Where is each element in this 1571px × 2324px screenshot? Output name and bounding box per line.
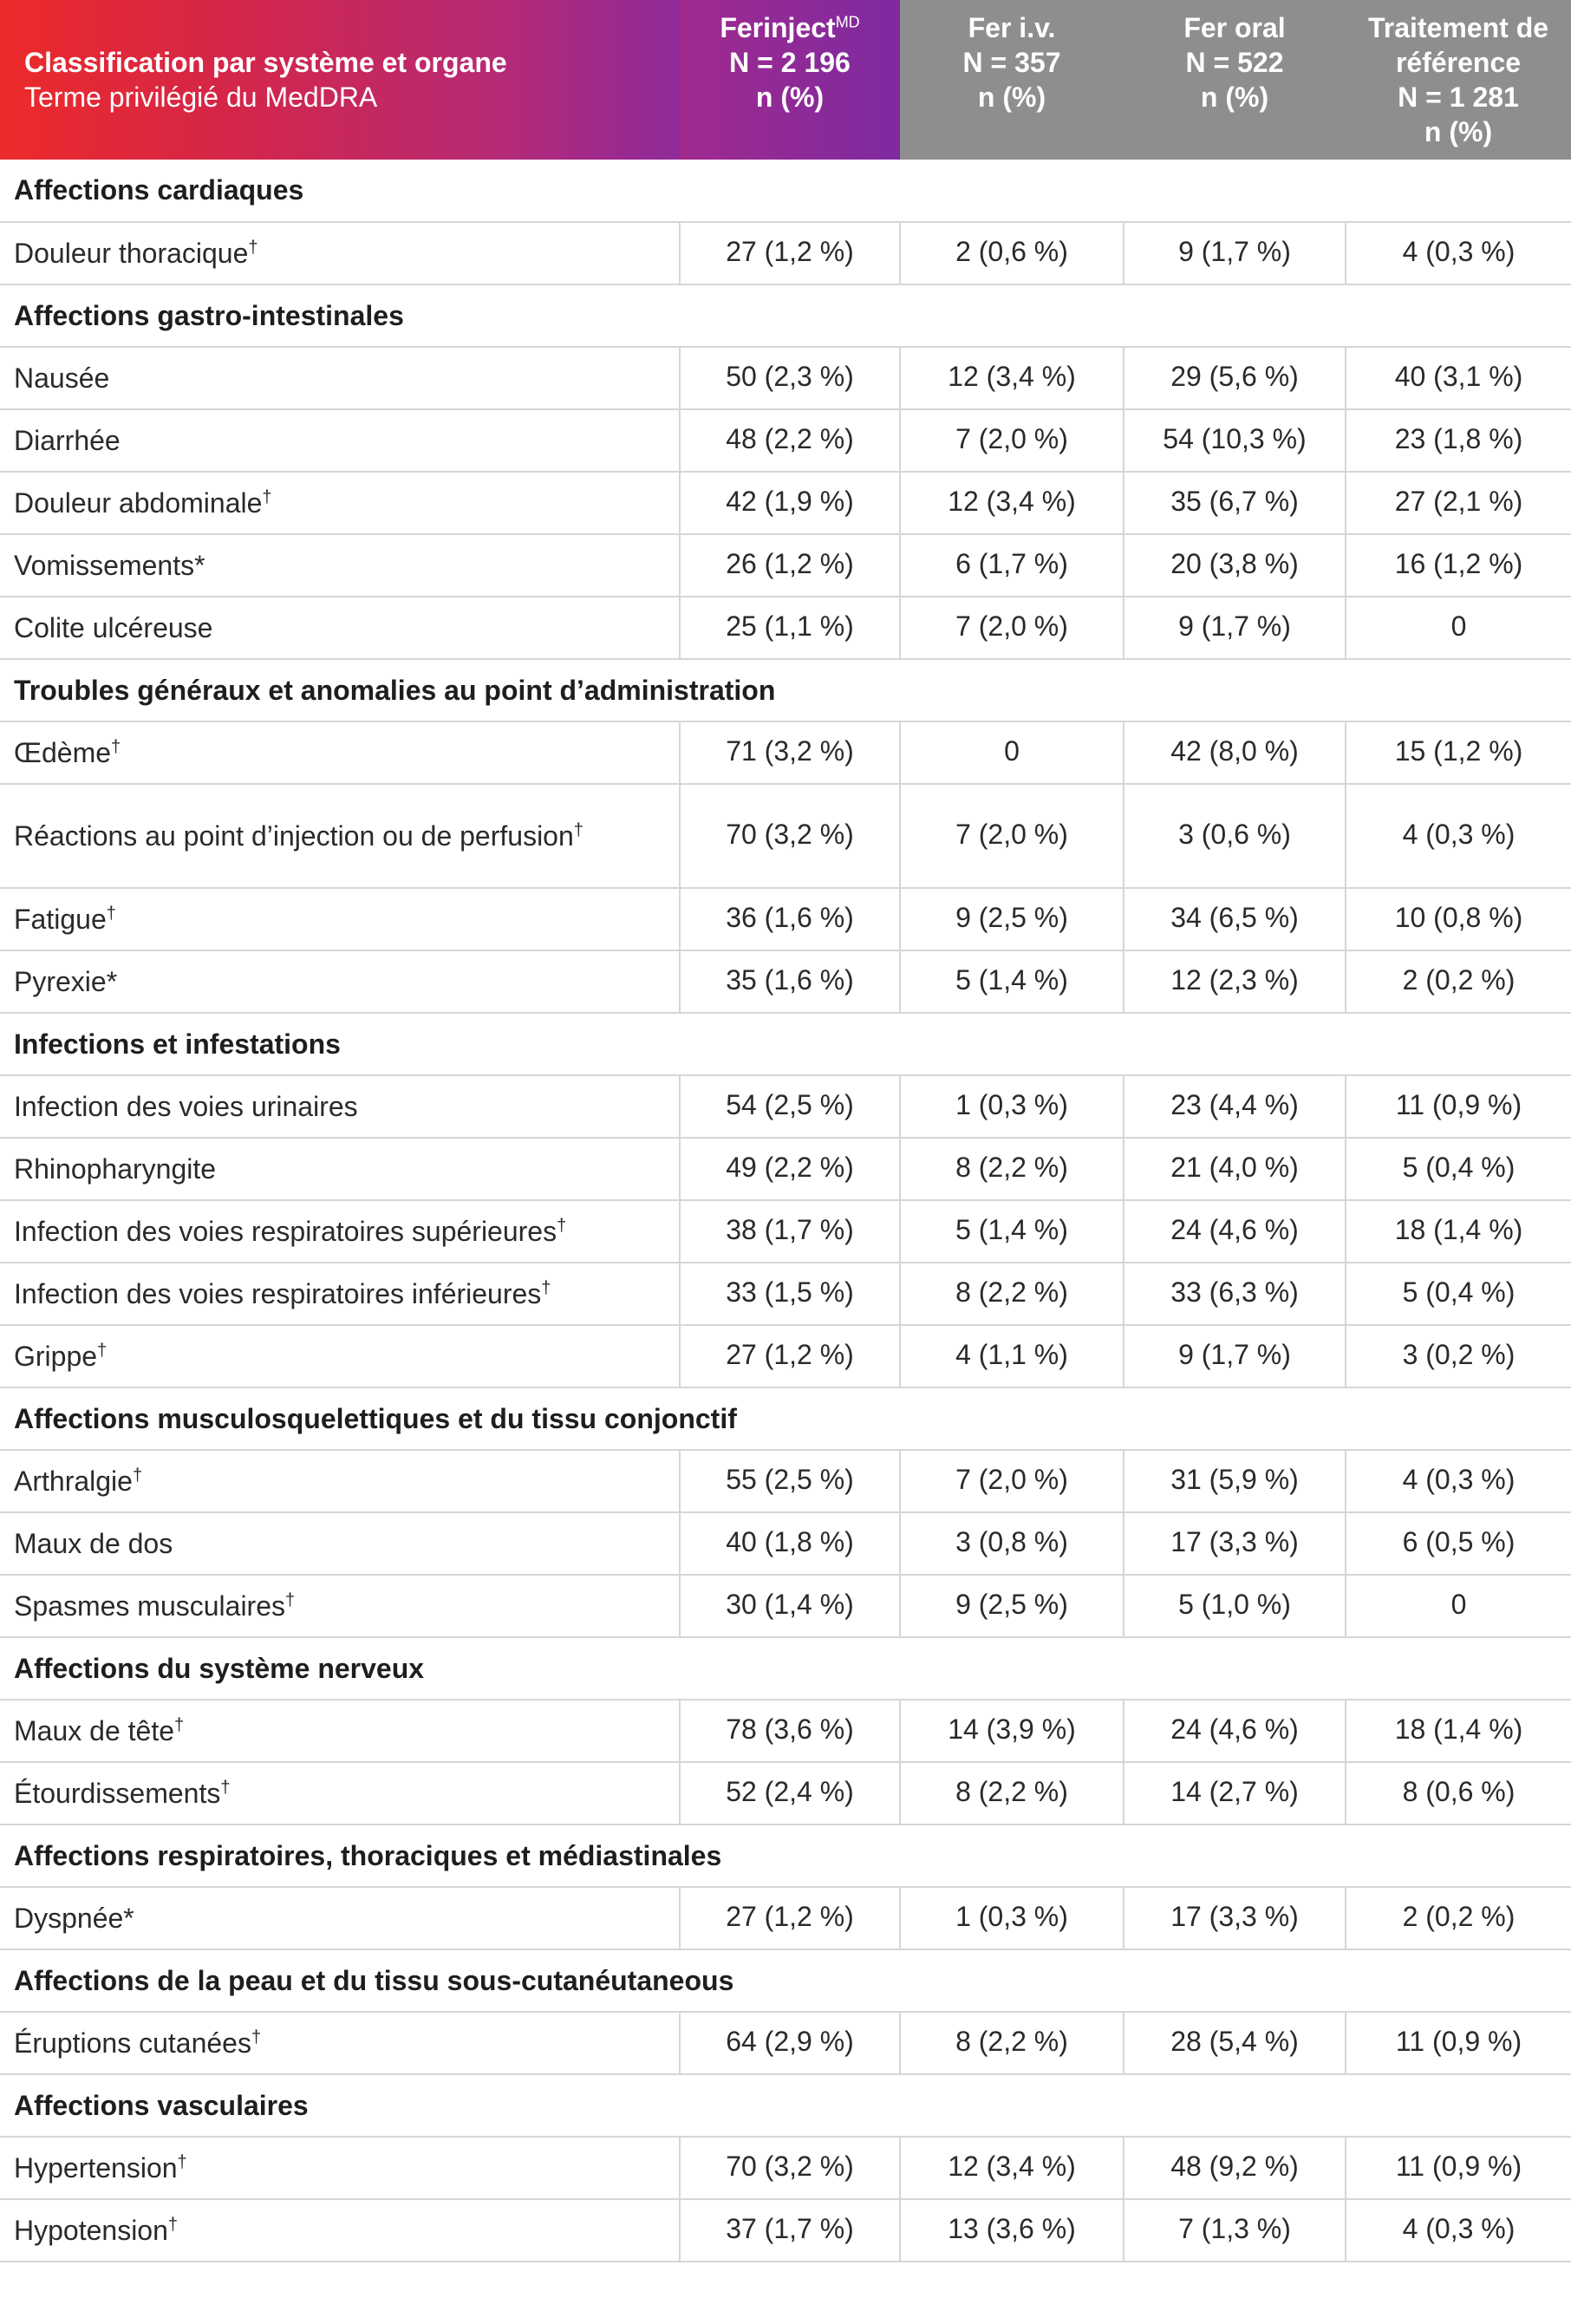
header-ferinject-sup: MD bbox=[835, 13, 860, 31]
term-cell bbox=[0, 1075, 680, 1138]
footnote-mark: † bbox=[220, 1778, 231, 1798]
term-cell bbox=[0, 222, 680, 284]
table-row bbox=[0, 1450, 1571, 1512]
footnote-mark: † bbox=[132, 1466, 143, 1485]
value-cell: 4 (0,3 %) bbox=[1346, 1450, 1571, 1512]
category-label: Affections de la peau et du tissu sous-cutanéutaneous bbox=[0, 1949, 1571, 2012]
footnote-mark: † bbox=[106, 904, 116, 924]
header-ferinject-name: Ferinject bbox=[720, 12, 836, 43]
header-classification-title: Classification par système et organe bbox=[24, 47, 507, 78]
value-cell: 0 bbox=[900, 721, 1124, 784]
value-cell: 12 (3,4 %) bbox=[900, 2137, 1124, 2199]
header-fer-iv-n: N = 357 bbox=[962, 47, 1061, 78]
header-fer-oral-unit: n (%) bbox=[1200, 82, 1269, 113]
term-cell bbox=[0, 950, 680, 1013]
table-row bbox=[0, 1263, 1571, 1325]
value-cell: 4 (0,3 %) bbox=[1346, 784, 1571, 888]
footnote-mark: † bbox=[167, 2215, 179, 2235]
term-label: Spasmes musculaires bbox=[14, 1590, 285, 1622]
category-row bbox=[0, 1825, 1571, 1887]
header-ferinject-n: N = 2 196 bbox=[729, 47, 851, 78]
table-row bbox=[0, 1762, 1571, 1825]
value-cell: 12 (2,3 %) bbox=[1124, 950, 1346, 1013]
value-cell: 0 bbox=[1346, 597, 1571, 659]
value-cell: 2 (0,2 %) bbox=[1346, 1887, 1571, 1949]
term-label: Colite ulcéreuse bbox=[14, 612, 213, 643]
term-cell bbox=[0, 472, 680, 534]
value-cell: 8 (2,2 %) bbox=[900, 2012, 1124, 2074]
value-cell: 18 (1,4 %) bbox=[1346, 1200, 1571, 1263]
value-cell: 42 (1,9 %) bbox=[680, 472, 900, 534]
term-cell bbox=[0, 597, 680, 659]
value-cell: 7 (2,0 %) bbox=[900, 1450, 1124, 1512]
value-cell: 54 (10,3 %) bbox=[1124, 409, 1346, 472]
table-row bbox=[0, 1575, 1571, 1637]
value-cell: 5 (0,4 %) bbox=[1346, 1263, 1571, 1325]
term-label: Douleur thoracique bbox=[14, 238, 249, 269]
header-reference-unit: n (%) bbox=[1424, 116, 1493, 147]
table-row bbox=[0, 1075, 1571, 1138]
value-cell: 1 (0,3 %) bbox=[900, 1887, 1124, 1949]
term-label: Grippe bbox=[14, 1341, 98, 1372]
footnote-mark: † bbox=[251, 2027, 262, 2047]
value-cell: 3 (0,8 %) bbox=[900, 1512, 1124, 1575]
value-cell: 40 (3,1 %) bbox=[1346, 347, 1571, 409]
value-cell: 7 (1,3 %) bbox=[1124, 2199, 1346, 2262]
value-cell: 17 (3,3 %) bbox=[1124, 1512, 1346, 1575]
term-label: Infection des voies urinaires bbox=[14, 1091, 358, 1122]
table-row bbox=[0, 597, 1571, 659]
value-cell: 11 (0,9 %) bbox=[1346, 2137, 1571, 2199]
value-cell: 14 (2,7 %) bbox=[1124, 1762, 1346, 1825]
term-label: Infection des voies respiratoires supérieures bbox=[14, 1216, 557, 1247]
table-row bbox=[0, 2137, 1571, 2199]
header-fer-oral-n: N = 522 bbox=[1185, 47, 1284, 78]
table-row bbox=[0, 1512, 1571, 1575]
value-cell: 8 (2,2 %) bbox=[900, 1762, 1124, 1825]
value-cell: 7 (2,0 %) bbox=[900, 409, 1124, 472]
header-fer-iv-unit: n (%) bbox=[977, 82, 1046, 113]
value-cell: 71 (3,2 %) bbox=[680, 721, 900, 784]
value-cell: 16 (1,2 %) bbox=[1346, 534, 1571, 597]
term-label: Hypertension bbox=[14, 2152, 178, 2184]
footnote-mark: † bbox=[573, 820, 583, 840]
category-label: Infections et infestations bbox=[0, 1013, 1571, 1075]
header-ferinject bbox=[680, 0, 900, 160]
value-cell: 8 (0,6 %) bbox=[1346, 1762, 1571, 1825]
value-cell: 27 (1,2 %) bbox=[680, 222, 900, 284]
term-label: Étourdissements bbox=[14, 1778, 221, 1809]
term-label: Vomissements* bbox=[14, 550, 205, 581]
table-row bbox=[0, 784, 1571, 888]
value-cell: 12 (3,4 %) bbox=[900, 347, 1124, 409]
term-cell bbox=[0, 1200, 680, 1263]
footnote-mark: † bbox=[285, 1590, 296, 1610]
value-cell: 14 (3,9 %) bbox=[900, 1700, 1124, 1762]
footnote-mark: † bbox=[262, 487, 272, 507]
value-cell: 23 (4,4 %) bbox=[1124, 1075, 1346, 1138]
value-cell: 13 (3,6 %) bbox=[900, 2199, 1124, 2262]
value-cell: 3 (0,6 %) bbox=[1124, 784, 1346, 888]
term-cell bbox=[0, 1138, 680, 1200]
table-row bbox=[0, 409, 1571, 472]
value-cell: 9 (1,7 %) bbox=[1124, 597, 1346, 659]
category-row bbox=[0, 1949, 1571, 2012]
term-label: Nausée bbox=[14, 362, 110, 394]
term-cell bbox=[0, 1512, 680, 1575]
value-cell: 48 (2,2 %) bbox=[680, 409, 900, 472]
table-row bbox=[0, 1325, 1571, 1387]
footnote-mark: † bbox=[541, 1278, 551, 1298]
term-cell bbox=[0, 347, 680, 409]
value-cell: 9 (2,5 %) bbox=[900, 888, 1124, 950]
header-ferinject-unit: n (%) bbox=[755, 82, 825, 113]
value-cell: 52 (2,4 %) bbox=[680, 1762, 900, 1825]
header-reference-line1: Traitement de bbox=[1367, 12, 1549, 43]
value-cell: 40 (1,8 %) bbox=[680, 1512, 900, 1575]
value-cell: 26 (1,2 %) bbox=[680, 534, 900, 597]
value-cell: 9 (1,7 %) bbox=[1124, 1325, 1346, 1387]
header-reference-n: N = 1 281 bbox=[1398, 82, 1519, 113]
value-cell: 30 (1,4 %) bbox=[680, 1575, 900, 1637]
value-cell: 24 (4,6 %) bbox=[1124, 1200, 1346, 1263]
value-cell: 27 (1,2 %) bbox=[680, 1325, 900, 1387]
value-cell: 10 (0,8 %) bbox=[1346, 888, 1571, 950]
header-classification bbox=[0, 0, 680, 160]
term-label: Infection des voies respiratoires inférieures bbox=[14, 1278, 542, 1309]
term-label: Œdème bbox=[14, 737, 112, 768]
value-cell: 18 (1,4 %) bbox=[1346, 1700, 1571, 1762]
value-cell: 38 (1,7 %) bbox=[680, 1200, 900, 1263]
footnote-mark: † bbox=[97, 1341, 108, 1361]
category-row bbox=[0, 1013, 1571, 1075]
table-body bbox=[0, 160, 1571, 2262]
term-label: Éruptions cutanées bbox=[14, 2027, 251, 2059]
term-cell bbox=[0, 888, 680, 950]
table-row bbox=[0, 1200, 1571, 1263]
term-cell bbox=[0, 1325, 680, 1387]
term-label: Réactions au point d’injection ou de perfusion bbox=[14, 820, 574, 852]
header-fer-oral bbox=[1124, 0, 1346, 160]
value-cell: 36 (1,6 %) bbox=[680, 888, 900, 950]
value-cell: 70 (3,2 %) bbox=[680, 784, 900, 888]
value-cell: 1 (0,3 %) bbox=[900, 1075, 1124, 1138]
term-label: Douleur abdominale bbox=[14, 487, 263, 519]
term-label: Arthralgie bbox=[14, 1466, 133, 1497]
footnote-mark: † bbox=[174, 1715, 185, 1735]
footnote-mark: † bbox=[111, 737, 121, 757]
category-row bbox=[0, 659, 1571, 721]
value-cell: 7 (2,0 %) bbox=[900, 784, 1124, 888]
value-cell: 8 (2,2 %) bbox=[900, 1138, 1124, 1200]
table-row bbox=[0, 721, 1571, 784]
value-cell: 33 (6,3 %) bbox=[1124, 1263, 1346, 1325]
header-reference-treatment bbox=[1346, 0, 1571, 160]
term-cell bbox=[0, 1762, 680, 1825]
table-row bbox=[0, 2012, 1571, 2074]
category-label: Affections du système nerveux bbox=[0, 1637, 1571, 1700]
header-fer-iv-name: Fer i.v. bbox=[968, 12, 1056, 43]
value-cell: 8 (2,2 %) bbox=[900, 1263, 1124, 1325]
term-cell bbox=[0, 2199, 680, 2262]
value-cell: 31 (5,9 %) bbox=[1124, 1450, 1346, 1512]
value-cell: 28 (5,4 %) bbox=[1124, 2012, 1346, 2074]
value-cell: 4 (1,1 %) bbox=[900, 1325, 1124, 1387]
value-cell: 15 (1,2 %) bbox=[1346, 721, 1571, 784]
term-label: Diarrhée bbox=[14, 425, 121, 456]
table-row bbox=[0, 2199, 1571, 2262]
term-label: Maux de dos bbox=[14, 1528, 173, 1559]
value-cell: 0 bbox=[1346, 1575, 1571, 1637]
value-cell: 12 (3,4 %) bbox=[900, 472, 1124, 534]
category-row bbox=[0, 284, 1571, 347]
table-row bbox=[0, 888, 1571, 950]
term-label: Rhinopharyngite bbox=[14, 1153, 217, 1185]
category-label: Affections musculosquelettiques et du tissu conjonctif bbox=[0, 1387, 1571, 1450]
category-label: Affections gastro-intestinales bbox=[0, 284, 1571, 347]
term-cell bbox=[0, 784, 680, 888]
footnote-mark: † bbox=[557, 1216, 567, 1236]
value-cell: 11 (0,9 %) bbox=[1346, 1075, 1571, 1138]
value-cell: 17 (3,3 %) bbox=[1124, 1887, 1346, 1949]
value-cell: 7 (2,0 %) bbox=[900, 597, 1124, 659]
value-cell: 11 (0,9 %) bbox=[1346, 2012, 1571, 2074]
category-row bbox=[0, 1637, 1571, 1700]
term-cell bbox=[0, 721, 680, 784]
value-cell: 55 (2,5 %) bbox=[680, 1450, 900, 1512]
term-cell bbox=[0, 1700, 680, 1762]
value-cell: 48 (9,2 %) bbox=[1124, 2137, 1346, 2199]
table-row bbox=[0, 1700, 1571, 1762]
value-cell: 24 (4,6 %) bbox=[1124, 1700, 1346, 1762]
value-cell: 35 (6,7 %) bbox=[1124, 472, 1346, 534]
category-label: Affections respiratoires, thoraciques et médiastinales bbox=[0, 1825, 1571, 1887]
header-fer-iv bbox=[900, 0, 1124, 160]
table-row bbox=[0, 1887, 1571, 1949]
header-fer-oral-name: Fer oral bbox=[1183, 12, 1286, 43]
term-label: Fatigue bbox=[14, 904, 107, 935]
category-row bbox=[0, 1387, 1571, 1450]
value-cell: 49 (2,2 %) bbox=[680, 1138, 900, 1200]
value-cell: 5 (1,4 %) bbox=[900, 950, 1124, 1013]
value-cell: 4 (0,3 %) bbox=[1346, 222, 1571, 284]
value-cell: 9 (2,5 %) bbox=[900, 1575, 1124, 1637]
term-cell bbox=[0, 1575, 680, 1637]
category-label: Affections vasculaires bbox=[0, 2074, 1571, 2137]
footnote-mark: † bbox=[248, 238, 258, 258]
value-cell: 64 (2,9 %) bbox=[680, 2012, 900, 2074]
category-label: Troubles généraux et anomalies au point d’administration bbox=[0, 659, 1571, 721]
value-cell: 42 (8,0 %) bbox=[1124, 721, 1346, 784]
footnote-mark: † bbox=[177, 2152, 187, 2172]
value-cell: 2 (0,2 %) bbox=[1346, 950, 1571, 1013]
value-cell: 35 (1,6 %) bbox=[680, 950, 900, 1013]
term-cell bbox=[0, 534, 680, 597]
term-cell bbox=[0, 2012, 680, 2074]
term-cell bbox=[0, 409, 680, 472]
term-cell bbox=[0, 1887, 680, 1949]
value-cell: 9 (1,7 %) bbox=[1124, 222, 1346, 284]
value-cell: 20 (3,8 %) bbox=[1124, 534, 1346, 597]
value-cell: 34 (6,5 %) bbox=[1124, 888, 1346, 950]
table-row bbox=[0, 534, 1571, 597]
term-cell bbox=[0, 1450, 680, 1512]
value-cell: 33 (1,5 %) bbox=[680, 1263, 900, 1325]
value-cell: 50 (2,3 %) bbox=[680, 347, 900, 409]
term-label: Pyrexie* bbox=[14, 966, 118, 997]
table-row bbox=[0, 347, 1571, 409]
value-cell: 70 (3,2 %) bbox=[680, 2137, 900, 2199]
value-cell: 3 (0,2 %) bbox=[1346, 1325, 1571, 1387]
term-cell bbox=[0, 2137, 680, 2199]
value-cell: 27 (1,2 %) bbox=[680, 1887, 900, 1949]
term-label: Maux de tête bbox=[14, 1715, 174, 1746]
value-cell: 29 (5,6 %) bbox=[1124, 347, 1346, 409]
category-label: Affections cardiaques bbox=[0, 160, 1571, 222]
term-label: Dyspnée* bbox=[14, 1903, 134, 1934]
value-cell: 6 (1,7 %) bbox=[900, 534, 1124, 597]
table-row bbox=[0, 472, 1571, 534]
value-cell: 5 (0,4 %) bbox=[1346, 1138, 1571, 1200]
value-cell: 54 (2,5 %) bbox=[680, 1075, 900, 1138]
category-row bbox=[0, 160, 1571, 222]
table-row bbox=[0, 1138, 1571, 1200]
value-cell: 37 (1,7 %) bbox=[680, 2199, 900, 2262]
term-label: Hypotension bbox=[14, 2215, 168, 2246]
value-cell: 4 (0,3 %) bbox=[1346, 2199, 1571, 2262]
value-cell: 5 (1,4 %) bbox=[900, 1200, 1124, 1263]
table-row bbox=[0, 950, 1571, 1013]
category-row bbox=[0, 2074, 1571, 2137]
value-cell: 27 (2,1 %) bbox=[1346, 472, 1571, 534]
value-cell: 23 (1,8 %) bbox=[1346, 409, 1571, 472]
value-cell: 2 (0,6 %) bbox=[900, 222, 1124, 284]
value-cell: 6 (0,5 %) bbox=[1346, 1512, 1571, 1575]
term-cell bbox=[0, 1263, 680, 1325]
value-cell: 21 (4,0 %) bbox=[1124, 1138, 1346, 1200]
header-reference-line2: référence bbox=[1395, 47, 1522, 78]
header-classification-subtitle: Terme privilégié du MedDRA bbox=[24, 82, 378, 113]
value-cell: 78 (3,6 %) bbox=[680, 1700, 900, 1762]
value-cell: 25 (1,1 %) bbox=[680, 597, 900, 659]
table-header bbox=[0, 0, 1571, 160]
table-row bbox=[0, 222, 1571, 284]
value-cell: 5 (1,0 %) bbox=[1124, 1575, 1346, 1637]
